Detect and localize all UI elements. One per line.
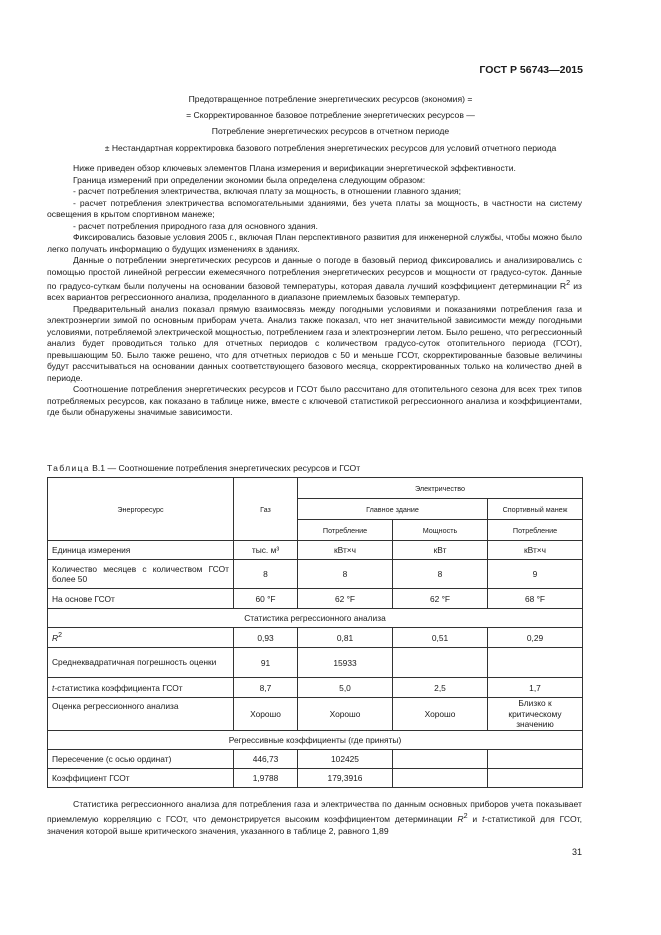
list-item: - расчет потребления природного газа для основного здания.	[73, 220, 318, 231]
cell	[488, 749, 583, 768]
cell: тыс. м³	[234, 541, 298, 560]
table-caption-label: Таблица	[47, 463, 90, 473]
header-gas: Газ	[234, 478, 298, 541]
cell: кВт×ч	[298, 541, 393, 560]
formula-line-2: = Скорректированное базовое потребление энергетических ресурсов —	[186, 110, 475, 121]
cell	[488, 768, 583, 787]
document-header: ГОСТ Р 56743—2015	[479, 64, 583, 76]
cell	[488, 648, 583, 678]
cell: 68 °F	[488, 589, 583, 609]
paragraph: Соотношение потребления энергетических ресурсов и ГСОт было рассчитано для отопительного сезона для всех трех типов потребляемых ресурсов, как показано в таблице ниже, вместе с ключевой статистикой регрессионного анализа и коэффициентами, где были обнаружены значимые зависимости.	[47, 384, 582, 418]
t-label: t	[52, 682, 55, 693]
table-row	[48, 541, 583, 560]
cell: кВт×ч	[488, 541, 583, 560]
header-consumption: Потребление	[298, 520, 393, 541]
table-caption-text: В.1 — Соотношение потребления энергетических ресурсов и ГСОт	[89, 463, 361, 473]
cell: 179,3916	[298, 768, 393, 787]
table-row	[48, 589, 583, 609]
table-row	[48, 648, 583, 678]
cell: 60 °F	[234, 589, 298, 609]
energy-table	[47, 477, 583, 788]
cell: Хорошо	[298, 698, 393, 731]
table-row	[48, 560, 583, 589]
closing-text	[47, 798, 582, 837]
paragraph-part: Данные о потреблении энергетических ресурсов и данные о погоде в базовый период фиксировались и анализировались с помощью простой линейной регрессии ежемесячного потребления энергетических ресурсов и мощности от градусо-суток. Данные по градусо-суткам были получены на основании базовой температуры, которая давала лучший коэффициент детерминации R	[47, 255, 582, 291]
paragraph-part: Статистика регрессионного анализа для потребления газа и электричества по данным основных приборов учета показывает приемлемую корреляцию с ГСОт, что демонстрируется высоким коэффициентом детерминации	[47, 799, 582, 825]
cell: На основе ГСОт	[48, 589, 234, 609]
header-power: Мощность	[393, 520, 488, 541]
t-symbol: t	[482, 814, 485, 825]
section-header: Статистика регрессионного анализа	[48, 609, 583, 628]
cell: 8,7	[234, 678, 298, 698]
cell: Хорошо	[393, 698, 488, 731]
cell: 62 °F	[298, 589, 393, 609]
paragraph	[47, 798, 582, 837]
cell: 8	[393, 560, 488, 589]
cell: 91	[234, 648, 298, 678]
cell: кВт	[393, 541, 488, 560]
header-resource: Энергоресурс	[48, 478, 234, 541]
savings-formula	[0, 91, 661, 156]
page-number: 31	[571, 847, 582, 857]
paragraph-part: -статистикой для ГСОт, значения которой выше критического значения, указанного в таблице 2, равного 1,89	[47, 814, 583, 837]
cell: 1,7	[488, 678, 583, 698]
paragraph: Граница измерений при определении экономии была определена следующим образом:	[73, 174, 426, 185]
section-header: Регрессивные коэффициенты (где приняты)	[48, 730, 583, 749]
header-sport-hall: Спортивный манеж	[488, 499, 583, 520]
cell: Пересечение (с осью ординат)	[48, 749, 234, 768]
cell: 15933	[298, 648, 393, 678]
cell: Коэффициент ГСОт	[48, 768, 234, 787]
cell	[393, 749, 488, 768]
formula-line-4: ± Нестандартная корректировка базового потребления энергетических ресурсов для условий отчетного периода	[104, 142, 557, 153]
cell: 1,9788	[234, 768, 298, 787]
list-item: - расчет потребления электричества вспомогательными зданиями, без учета платы за мощность, в частности на систему освещения в крытом спортивном манеже;	[47, 197, 582, 219]
header-main-building: Главное здание	[298, 499, 488, 520]
table-row	[48, 698, 583, 731]
header-consumption: Потребление	[488, 520, 583, 541]
table-row	[48, 678, 583, 698]
cell: Близко к критическому значению	[488, 698, 583, 731]
paragraph: Фиксировались базовые условия 2005 г., включая План перспективного развития для инженерной службы, чтобы можно было легко получать информацию о будущих изменениях в зданиях.	[47, 232, 582, 254]
header-electricity: Электричество	[298, 478, 583, 499]
table-row	[48, 628, 583, 648]
cell: Среднеквадратичная погрешность оценки	[48, 648, 234, 678]
t-label-rest: -статистика коэффициента ГСОт	[54, 682, 183, 693]
cell	[393, 648, 488, 678]
paragraph-part: из всех вариантов регрессионного анализа, проделанного в диапазоне приемлемых базовых температур.	[47, 280, 582, 303]
section-row	[48, 730, 583, 749]
cell: 446,73	[234, 749, 298, 768]
cell: 0,93	[234, 628, 298, 648]
table-row	[48, 768, 583, 787]
cell: Хорошо	[234, 698, 298, 731]
cell: 2,5	[393, 678, 488, 698]
paragraph: Предварительный анализ показал прямую взаимосвязь между погодными условиями и показаниями потребления газа и электроэнергии зимой по основным приборам учета. Анализ также показал, что нет значительной зависимости между погодными условиями, потребляемой электрической мощностью, потреблением газа и электроэнергии летом. Было решено, что регрессионный анализ будет проводиться только для отчетных периодов с количеством градусо-суток отопительного периода (ГСОт), превышающим 50. Было также решено, что для отчетных периодов с 50 и меньше ГСОт, скорректированные базовые величины будут рассчитываться на основании данных соответствующего базового месяца, скорректированных только на количество дней в периоде.	[47, 303, 582, 383]
table-caption	[47, 463, 360, 473]
superscript: 2	[463, 812, 468, 821]
table-row	[48, 749, 583, 768]
paragraph	[47, 255, 582, 304]
body-text	[47, 163, 582, 419]
cell: Оценка регрессионного анализа	[48, 698, 234, 731]
formula-line-3: Потребление энергетических ресурсов в отчетном периоде	[211, 126, 450, 137]
cell: 5,0	[298, 678, 393, 698]
paragraph-part: и	[467, 814, 483, 825]
cell: Единица измерения	[48, 541, 234, 560]
cell: 8	[234, 560, 298, 589]
cell: 0,81	[298, 628, 393, 648]
cell: 62 °F	[393, 589, 488, 609]
cell	[48, 628, 234, 648]
section-row	[48, 609, 583, 628]
list-item: - расчет потребления электричества, включая плату за мощность, в отношении главного здания;	[73, 186, 462, 196]
cell: 102425	[298, 749, 393, 768]
cell	[393, 768, 488, 787]
cell: Количество месяцев с количеством ГСОт более 50	[48, 560, 234, 589]
superscript: 2	[58, 632, 62, 640]
cell: 0,51	[393, 628, 488, 648]
formula-line-1: Предотвращенное потребление энергетических ресурсов (экономия) =	[188, 94, 473, 104]
cell: 9	[488, 560, 583, 589]
r2-label: R	[52, 632, 59, 643]
cell	[48, 678, 234, 698]
r-symbol: R	[457, 814, 464, 825]
cell: 0,29	[488, 628, 583, 648]
paragraph: Ниже приведен обзор ключевых элементов Плана измерения и верификации энергетической эффективности.	[73, 163, 516, 173]
cell: 8	[298, 560, 393, 589]
superscript: 2	[566, 279, 571, 287]
